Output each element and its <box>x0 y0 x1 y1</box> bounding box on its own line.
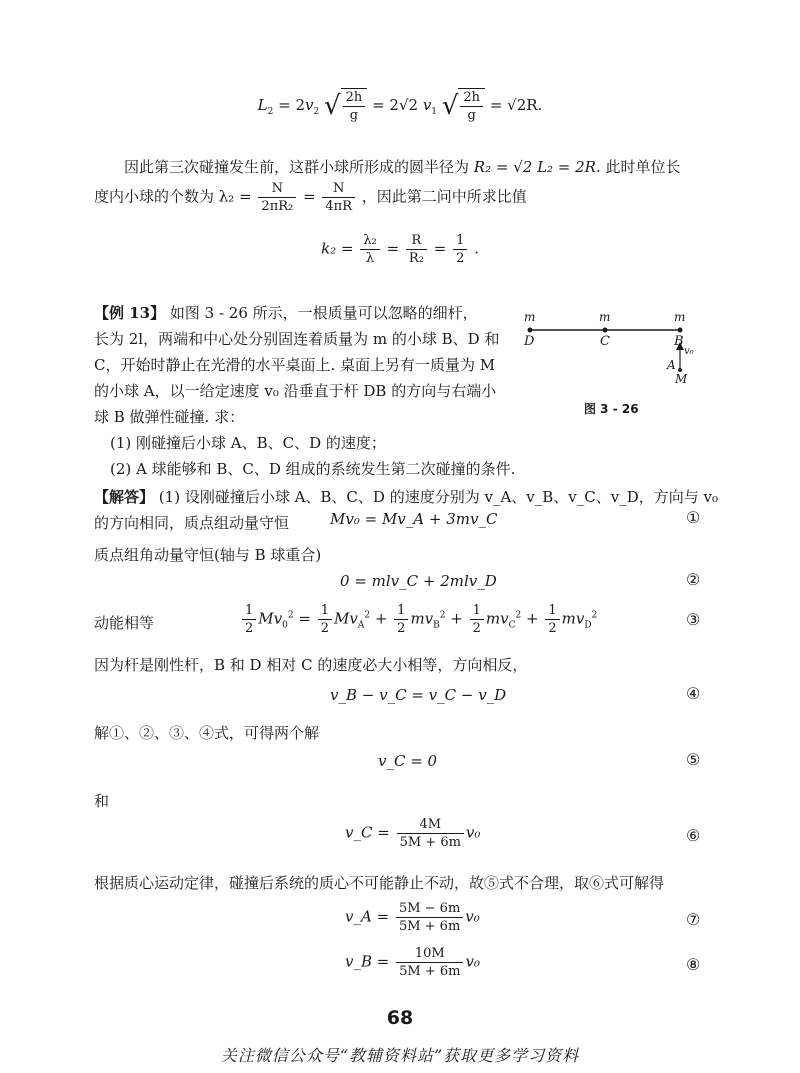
para1-line2 <box>94 180 527 215</box>
para1-l2-eq: = <box>303 187 316 206</box>
k2-f1-num: λ₂ <box>360 232 379 250</box>
frac2-num: N <box>322 180 355 198</box>
para1-line1 <box>124 156 681 177</box>
para1-l1-math: R₂ = √2 L₂ = 2R <box>473 158 596 176</box>
eq-vc-frac <box>397 816 464 851</box>
ball-B <box>678 328 683 333</box>
figure-3-26 <box>520 310 700 420</box>
frac-N-4piR <box>322 180 355 215</box>
label-A: A <box>667 358 676 372</box>
eq-number-6: ⑥ <box>686 826 701 845</box>
para1-l2a: 度内小球的个数为 λ₂ = <box>94 187 252 206</box>
frac-R-R2 <box>406 232 427 267</box>
label-m-C: m <box>599 310 611 324</box>
frac1-den: 2πR₂ <box>261 199 294 214</box>
eq-vc-zero <box>378 752 437 770</box>
equation-L2 <box>0 88 800 124</box>
solution-l5: 因为杆是刚性杆，B 和 D 相对 C 的速度必大小相等，方向相反， <box>94 656 528 674</box>
eq-va-num: 5M − 6m <box>396 900 463 918</box>
eq-vb-frac <box>396 945 463 980</box>
eq-va-den: 5M + 6m <box>398 919 461 934</box>
eq-number-1: ① <box>686 508 701 527</box>
eq-va-tail: v₀ <box>465 907 480 926</box>
figure-caption: 图 3 - 26 <box>584 402 639 416</box>
eq-number-8: ⑧ <box>686 955 701 974</box>
frac-1-2 <box>453 232 467 267</box>
eq-number-3: ③ <box>686 610 701 629</box>
eq-rigid <box>330 686 506 704</box>
ball-D <box>528 328 533 333</box>
example-line1 <box>94 302 478 323</box>
example-q1: (1) 刚碰撞后小球 A、B、C、D 的速度； <box>110 434 386 452</box>
para1-l1a: 因此第三次碰撞发生前，这群小球所形成的圆半径为 <box>124 158 474 176</box>
k2-f2-den: R₂ <box>408 251 424 266</box>
example-l5: 球 B 做弹性碰撞. 求： <box>94 408 245 426</box>
equation-k2 <box>0 232 800 267</box>
energy-half-4: $\frac{1}{2}$ <box>470 602 484 637</box>
sqrt-den-1: g <box>349 108 359 123</box>
solution-l7: 和 <box>94 792 110 810</box>
eq-vc-zero-text: v_C = 0 <box>378 752 438 770</box>
eq-vb-tail: v₀ <box>465 952 480 971</box>
eq-vc-num: 4M <box>397 816 464 834</box>
eq-k2-eq: = <box>386 239 400 258</box>
eq-vb-lhs: v_B = <box>345 952 390 971</box>
eq-k2-eq2: = <box>433 239 447 258</box>
sqrt-2h-g-2: √ $\frac{2h}{g}$ <box>442 88 485 124</box>
para1-l2b: ，因此第二问中所求比值 <box>361 187 527 206</box>
energy-half-1: $\frac{1}{2}$ <box>242 602 256 637</box>
solution-l1: (1) 设刚碰撞后小球 A、B、C、D 的速度分别为 v_A、v_B、v_C、v_D，方向与 v₀ <box>158 488 718 506</box>
eq-energy: $\frac{1}{2}$ $Mv_0^2$ = $\frac{1}{2}$ $Mv_A^2$ + $\frac{1}{2}$ $mv_B^2$ + $\frac{1}{2}$ $mv_C^2$ + $\frac{1}{2}$ $mv_D^2$ <box>240 602 597 637</box>
eq-rigid-text: v_B − v_C = v_C − v_D <box>330 686 507 704</box>
sqrt-den-2: g <box>467 108 476 123</box>
solution-l2: 的方向相同，质点组动量守恒 <box>94 514 290 532</box>
eq-L2-v: v <box>305 96 314 114</box>
eq-momentum <box>330 510 497 528</box>
energy-half-3: $\frac{1}{2}$ <box>394 602 408 637</box>
eq-number-7: ⑦ <box>686 910 701 929</box>
eq-va <box>345 900 480 935</box>
eq-momentum-text: Mv₀ = Mv_A + 3mv_C <box>330 510 498 528</box>
frac-N-2piR2 <box>258 180 296 215</box>
eq-L2-eq3: = √2R. <box>489 96 543 114</box>
ball-C <box>603 328 608 333</box>
footer-watermark: 关注微信公众号“教辅资料站”获取更多学习资料 <box>220 1046 580 1065</box>
label-D: D <box>524 334 535 349</box>
example-l3: C，开始时静止在光滑的水平桌面上. 桌面上另有一质量为 M <box>94 356 496 374</box>
eq-L2-v-sub: 2 <box>313 107 320 117</box>
para1-l1b: . 此时单位长 <box>595 158 681 176</box>
frac-lambda <box>360 232 379 267</box>
eq-L2-eq2: = 2√2 <box>372 96 423 114</box>
eq-number-4: ④ <box>686 684 701 703</box>
eq-va-frac <box>396 900 463 935</box>
eq-L2-v1: v <box>422 96 432 114</box>
frac2-den: 4πR <box>325 199 352 214</box>
k2-f2-num: R <box>406 232 427 250</box>
solution-l6: 解①、②、③、④式，可得两个解 <box>94 724 320 742</box>
eq-L2-lhs-sub: 2 <box>267 107 274 117</box>
eq-vb-num: 10M <box>396 945 463 963</box>
solution-l8: 根据质心运动定律，碰撞后系统的质心不可能静止不动，故⑤式不合理，取⑥式可解得 <box>94 874 665 892</box>
eq-k2-end: . <box>474 239 479 258</box>
eq-angular-momentum <box>340 572 497 590</box>
k2-f3-num: 1 <box>453 232 467 250</box>
eq-vc-tail: v₀ <box>465 823 481 842</box>
eq-k2-lhs: k₂ = <box>321 239 354 258</box>
eq-vb-den: 5M + 6m <box>399 964 461 979</box>
solution-line1 <box>94 486 718 507</box>
eq-L2-lhs: L <box>257 96 268 114</box>
eq-L2-eq1: = 2 <box>278 96 306 114</box>
example-l1: 如图 3 - 26 所示，一根质量可以忽略的细杆， <box>169 304 478 322</box>
label-m-B: m <box>674 310 686 324</box>
page-number: 68 <box>386 1007 414 1029</box>
solution-l4: 动能相等 <box>94 614 155 632</box>
eq-vc-lhs: v_C = <box>345 823 390 842</box>
label-m-D: m <box>524 310 536 324</box>
eq-number-2: ② <box>686 570 701 589</box>
example-l4: 的小球 A，以一给定速度 v₀ 沿垂直于杆 DB 的方向与右端小 <box>94 382 497 400</box>
eq-vc <box>345 816 480 851</box>
eq-va-lhs: v_A = <box>345 907 390 926</box>
eq-L2-v1-sub: 1 <box>431 107 438 117</box>
eq-number-5: ⑤ <box>686 750 701 769</box>
solution-l3: 质点组角动量守恒(轴与 B 球重合) <box>94 546 322 564</box>
k2-f3-den: 2 <box>456 251 465 266</box>
k2-f1-den: λ <box>365 251 375 266</box>
sqrt-2h-g-1: √ $\frac{2h}{g}$ <box>324 88 367 124</box>
label-v0: v₀ <box>684 346 694 357</box>
sqrt-num-1: 2h <box>343 89 366 107</box>
example-q2: (2) A 球能够和 B、C、D 组成的系统发生第二次碰撞的条件. <box>110 460 516 478</box>
eq-vb <box>345 945 480 980</box>
frac1-num: N <box>258 180 296 198</box>
solution-tag: 【解答】 <box>94 488 155 506</box>
sqrt-num-2: 2h <box>460 89 483 107</box>
example-tag: 【例 13】 <box>94 304 166 322</box>
label-B: B <box>674 334 684 349</box>
label-M: M <box>675 372 688 386</box>
energy-half-2: $\frac{1}{2}$ <box>318 602 332 637</box>
eq-vc-den: 5M + 6m <box>399 835 461 850</box>
label-C: C <box>600 334 610 349</box>
energy-half-5: $\frac{1}{2}$ <box>545 602 559 637</box>
eq-angular-text: 0 = mlv_C + 2mlv_D <box>340 572 497 590</box>
example-l2: 长为 2l，两端和中心处分别固连着质量为 m 的小球 B、D 和 <box>94 330 500 348</box>
